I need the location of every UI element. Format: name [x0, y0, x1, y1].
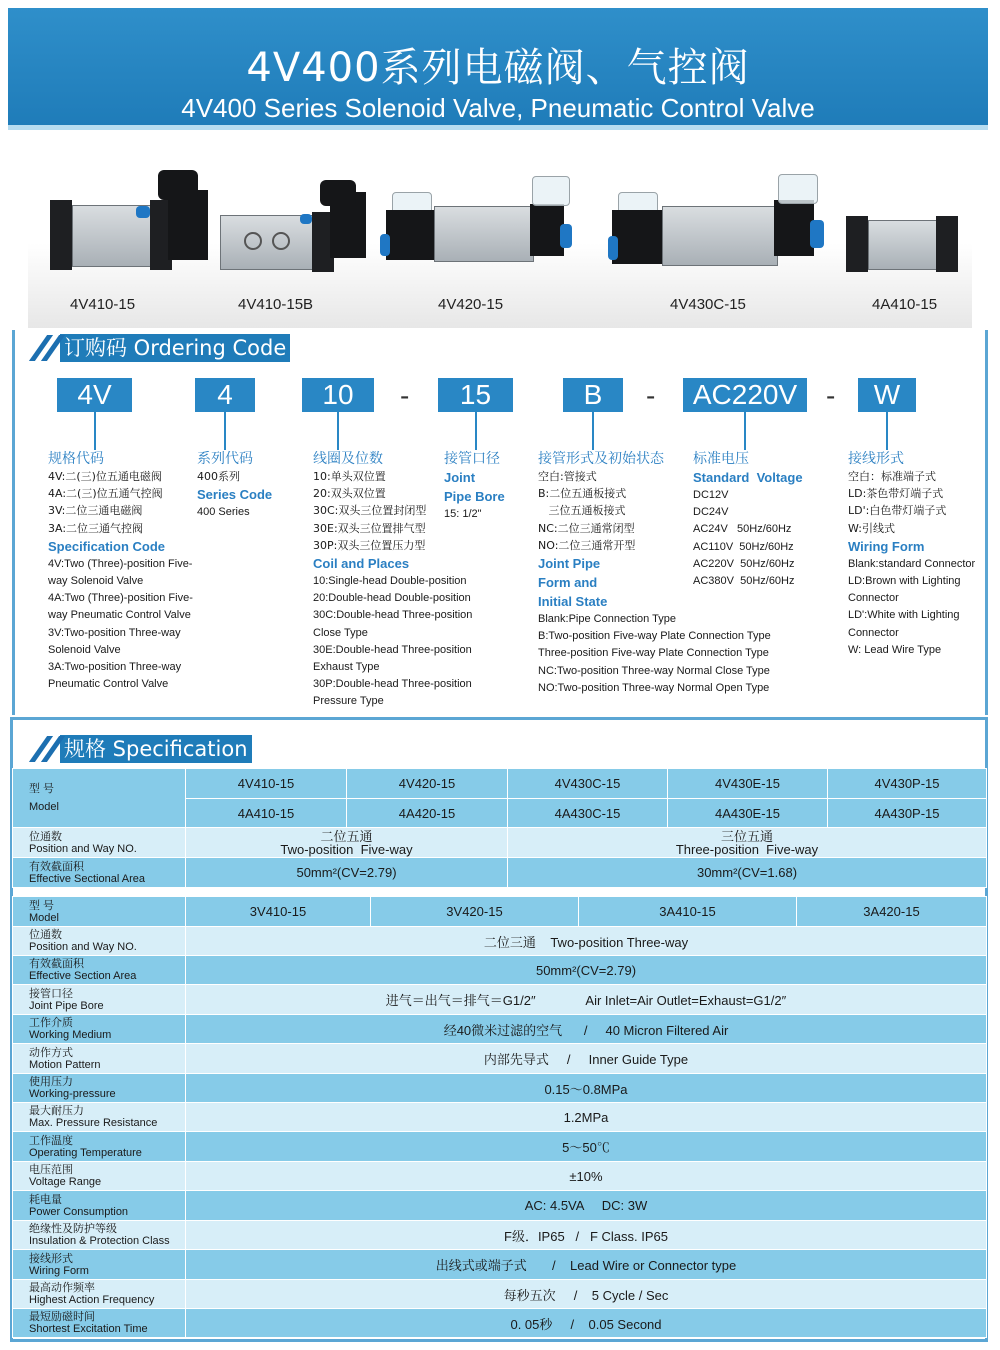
model-cell: 3A420-15 [797, 897, 987, 927]
spec-row-label-en: Joint Pipe Bore [29, 999, 104, 1012]
model-cell: 4V430P-15 [828, 769, 987, 799]
product-strip [28, 140, 972, 328]
spec-code-line: way Solenoid Valve [48, 575, 144, 588]
spec-code-line: 4A:二(三)位五通气控阀 [48, 487, 163, 501]
model-cell: 4A420-15 [347, 799, 508, 828]
spec-row-label-en: Position and Way NO. [29, 941, 137, 953]
position-value-en: Two-position Five-way [280, 841, 413, 857]
spec-row-label-cn: 最短励磁时间 [29, 1311, 95, 1323]
spec-row-label-cn: 绝缘性及防护等级 [29, 1223, 117, 1235]
wiring-form-heading-en: Wiring Form [848, 538, 925, 554]
spec-row-label [13, 927, 186, 956]
spec-row-label-cn: 接管口径 [29, 987, 73, 1000]
joint-pipe-line: NO:Two-position Three-way Normal Open Type [538, 681, 770, 694]
coil-places-heading-cn: 线圈及位数 [313, 451, 383, 467]
wiring-form-heading-cn: 接线形式 [848, 451, 904, 467]
standard-voltage-heading-en: Standard Voltage [693, 470, 803, 485]
spec-row-label-en: Power Consumption [29, 1205, 129, 1218]
pipe-bore-heading-cn: 接管口径 [444, 451, 500, 467]
specification-title: 规格 Specification [60, 735, 252, 763]
spec-row-label-en: Max. Pressure Resistance [29, 1117, 158, 1129]
spec-code-line: Pneumatic Control Valve [48, 678, 169, 691]
model-cell: 3A410-15 [579, 897, 797, 927]
joint-pipe-line: Blank:Pipe Connection Type [538, 613, 676, 626]
product-image-4a410-15 [846, 210, 966, 280]
joint-pipe-line: 三位五通板接式 [538, 504, 626, 518]
spec-row-label-cn: 耗电量 [29, 1193, 62, 1206]
spec-row-value: F级．IP65 / F Class. IP65 [186, 1221, 987, 1250]
coil-places-line: 30P:双头三位置压力型 [313, 538, 426, 552]
ordering-code-title: 订购码 Ordering Code [60, 334, 290, 362]
voltage-line: AC24V 50Hz/60Hz [693, 523, 792, 536]
model-label [13, 769, 186, 828]
code-box-spec: 4V [57, 378, 132, 412]
product-label: 4V410-15B [238, 296, 314, 313]
spec-row-label [13, 1280, 186, 1309]
joint-pipe-line: B:Two-position Five-way Plate Connection Type [538, 630, 771, 643]
connector-line [94, 412, 96, 450]
spec-row-value: 二位三通 Two-position Three-way [186, 927, 987, 956]
product-image-4v410-15b [220, 180, 380, 280]
wiring-form-line: W: Lead Wire Type [848, 643, 942, 656]
coil-places-line: Exhaust Type [313, 661, 380, 674]
spec-row-value: 进气＝出气＝排气＝G1/2″ Air Inlet=Air Outlet=Exhaust=G1/2″ [186, 985, 987, 1015]
title-cn: 4V400系列电磁阀、气控阀 [246, 45, 750, 91]
model-cell: 4A430P-15 [828, 799, 987, 828]
code-dash: - [646, 380, 656, 411]
coil-places-line: 10:单头双位置 [313, 470, 386, 483]
code-dash: - [826, 380, 836, 411]
spec-code-heading-en: Specification Code [48, 538, 166, 554]
standard-voltage-heading-cn: 标准电压 [693, 451, 749, 467]
position-label-en: Position and Way NO. [29, 842, 137, 855]
spec-row-label [13, 1250, 186, 1280]
model-cell: 4A430C-15 [508, 799, 668, 828]
product-label: 4V410-15 [70, 296, 136, 313]
voltage-line: DC12V [693, 489, 729, 501]
code-box-series: 4 [195, 378, 255, 412]
wiring-form-line: W:引线式 [848, 521, 895, 535]
spec-row-label [13, 1015, 186, 1044]
spec-row-label-cn: 工作介质 [29, 1017, 73, 1029]
area-cell: 50mm²(CV=2.79) [186, 858, 508, 888]
connector-line [337, 412, 339, 450]
joint-pipe-line: NC:二位三通常闭型 [538, 521, 635, 535]
spec-row-value: 出线式或端子式 / Lead Wire or Connector type [186, 1250, 987, 1280]
connector-line [592, 412, 594, 450]
spec-code-line: 3V:Two-position Three-way [48, 626, 181, 639]
wiring-form-line: Connector [848, 592, 899, 605]
spec-row-label-en: Insulation & Protection Class [29, 1235, 170, 1247]
spec-row-label [13, 985, 186, 1015]
title-en: 4V400 Series Solenoid Valve, Pneumatic Control Valve [181, 93, 815, 123]
area-cell: 30mm²(CV=1.68) [508, 858, 987, 888]
spec-row-label-en: Working-pressure [29, 1088, 116, 1100]
spec-row-value: 内部先导式 / Inner Guide Type [186, 1044, 987, 1074]
position-cell [508, 828, 987, 858]
code-box-voltage: AC220V [683, 378, 807, 412]
code-dash: - [400, 380, 410, 411]
page-header [8, 8, 988, 130]
joint-pipe-heading-en: Form and [538, 575, 598, 591]
model-cell: 4V430E-15 [668, 769, 828, 799]
wiring-form-column [848, 450, 988, 659]
spec-row-label-cn: 工作温度 [29, 1134, 73, 1147]
code-box-bore: 15 [438, 378, 513, 412]
pipe-bore-heading-en: Joint [444, 470, 476, 485]
product-label: 4V430C-15 [670, 296, 746, 313]
voltage-line: DC24V [693, 506, 729, 519]
spec-row-value: 每秒五次 / 5 Cycle / Sec [186, 1280, 987, 1309]
spec-row-value: 50mm²(CV=2.79) [186, 956, 987, 985]
spec-code-line: way Pneumatic Control Valve [48, 609, 191, 622]
spec-row-label-cn: 位通数 [29, 929, 62, 941]
connector-line [744, 412, 746, 450]
model-label-cn: 型 号 [29, 899, 55, 912]
position-label [13, 828, 186, 858]
spec-row-label-en: Effective Section Area [29, 970, 137, 982]
spec-row-label [13, 1309, 186, 1338]
spec-row-value: ±10% [186, 1162, 987, 1191]
pipe-bore-heading-en: Pipe Bore [444, 489, 505, 504]
model-cell: 4A410-15 [186, 799, 347, 828]
wiring-form-line: LD:Brown with Lighting [848, 575, 961, 588]
spec-code-line: 3A:Two-position Three-way [48, 661, 182, 674]
spec-row-value: AC: 4.5VA DC: 3W [186, 1191, 987, 1221]
code-box-wiring: W [858, 378, 916, 412]
area-label-en: Effective Sectional Area [29, 872, 145, 885]
spec-code-line: Solenoid Valve [48, 643, 121, 656]
coil-places-line: 20:Double-head Double-position [313, 592, 471, 605]
spec-row-label-cn: 最大耐压力 [29, 1105, 84, 1117]
joint-pipe-line: Three-position Five-way Plate Connection Type [538, 647, 769, 660]
series-code-heading-en: Series Code [197, 487, 273, 503]
wiring-form-line: Connector [848, 626, 899, 639]
coil-places-line: Close Type [313, 626, 368, 639]
series-code-line: 400 Series [197, 506, 250, 519]
joint-pipe-line: B:二位五通板接式 [538, 487, 627, 501]
spec-row-label [13, 1103, 186, 1132]
connector-line [886, 412, 888, 450]
wiring-form-line: LD':White with Lighting [848, 609, 960, 622]
spec-row-label-en: Wiring Form [29, 1264, 89, 1277]
series-code-column [197, 450, 297, 521]
wiring-form-line: LD:茶色带灯端子式 [848, 487, 944, 501]
spec-row-label-en: Working Medium [29, 1029, 112, 1041]
coil-places-heading-en: Coil and Places [313, 556, 410, 572]
area-label [13, 858, 186, 888]
spec-code-line: 4V:Two (Three)-position Five- [48, 557, 193, 570]
spec-row-label [13, 1074, 186, 1103]
position-value-cn: 二位五通 [320, 828, 373, 844]
wiring-form-line: LD':白色带灯端子式 [848, 504, 947, 518]
spec-row-label-cn: 最高动作频率 [29, 1282, 95, 1294]
series-code-heading-cn: 系列代码 [197, 451, 253, 467]
spec-row-label [13, 1044, 186, 1074]
spec-row-label-en: Voltage Range [29, 1176, 102, 1188]
position-value-cn: 三位五通 [720, 828, 773, 844]
spec-table-3v [12, 896, 987, 1338]
spec-row-label-cn: 接线形式 [29, 1252, 73, 1265]
specification-heading [28, 734, 252, 764]
spec-row-label-en: Motion Pattern [29, 1058, 101, 1071]
coil-places-line: 30E:双头三位置排气型 [313, 521, 426, 535]
model-label-en: Model [29, 801, 59, 813]
joint-pipe-line: NC:Two-position Three-way Normal Close Type [538, 664, 770, 677]
model-cell: 4V430C-15 [508, 769, 668, 799]
slash-decoration-icon [28, 736, 60, 762]
model-cell: 4V420-15 [347, 769, 508, 799]
spec-code-line: 4V:二(三)位五通电磁阀 [48, 470, 162, 483]
model-label [13, 897, 186, 927]
spec-row-label-cn: 有效截面积 [29, 958, 84, 970]
spec-row-label-en: Operating Temperature [29, 1146, 142, 1159]
voltage-line: AC380V 50Hz/60Hz [693, 575, 795, 588]
product-image-4v430c-15 [608, 174, 838, 278]
spec-code-column [48, 450, 208, 693]
spec-code-heading-cn: 规格代码 [48, 451, 104, 467]
product-label: 4V420-15 [438, 296, 504, 313]
spec-row-label [13, 1132, 186, 1162]
spec-row-label-cn: 使用压力 [29, 1076, 73, 1088]
area-label-cn: 有效截面积 [29, 860, 84, 873]
pipe-bore-line: 15: 1/2" [444, 508, 482, 520]
model-cell: 4V410-15 [186, 769, 347, 799]
product-label: 4A410-15 [872, 296, 938, 313]
spec-row-label [13, 956, 186, 985]
spec-row-value: 0. 05秒 / 0.05 Second [186, 1309, 987, 1338]
spec-row-value: 5～50℃ [186, 1132, 987, 1162]
spec-row-label [13, 1162, 186, 1191]
spec-row-label-en: Highest Action Frequency [29, 1294, 155, 1306]
coil-places-line: 30C:Double-head Three-position [313, 609, 473, 622]
joint-pipe-heading-en: Joint Pipe [538, 556, 601, 572]
position-label-cn: 位通数 [29, 830, 62, 843]
model-label-cn: 型 号 [29, 783, 55, 795]
spec-table-4v [12, 768, 987, 888]
spec-code-line: 4A:Two (Three)-position Five- [48, 592, 193, 605]
model-cell: 4A430E-15 [668, 799, 828, 828]
spec-row-value: 0.15～0.8MPa [186, 1074, 987, 1103]
product-image-4v420-15 [380, 176, 580, 276]
connector-line [224, 412, 226, 450]
code-box-coil: 10 [302, 378, 374, 412]
spec-row-label-cn: 电压范围 [29, 1164, 73, 1176]
spec-code-line: 3V:二位三通电磁阀 [48, 504, 143, 518]
voltage-line: AC110V 50Hz/60Hz [693, 540, 794, 553]
coil-places-line: 30E:Double-head Three-position [313, 643, 472, 656]
spec-row-label [13, 1191, 186, 1221]
code-box-joint: B [563, 378, 623, 412]
joint-pipe-line: NO:二位三通常开型 [538, 538, 636, 552]
coil-places-line: 30P:Double-head Three-position [313, 678, 472, 691]
spec-row-value: 经40微米过滤的空气 / 40 Micron Filtered Air [186, 1015, 987, 1044]
coil-places-line: 10:Single-head Double-position [313, 575, 467, 588]
coil-places-line: 30C:双头三位置封闭型 [313, 504, 427, 518]
series-code-line: 400系列 [197, 470, 240, 483]
model-cell: 3V420-15 [371, 897, 579, 927]
joint-pipe-line: 空白:管接式 [538, 470, 597, 483]
wiring-form-line: 空白：标准端子式 [848, 470, 936, 483]
position-cell [186, 828, 508, 858]
connector-line [475, 412, 477, 450]
model-label-en: Model [29, 911, 59, 924]
spec-row-label [13, 1221, 186, 1250]
joint-pipe-heading-cn: 接管形式及初始状态 [538, 451, 664, 467]
product-image-4v410-15 [50, 170, 220, 280]
pipe-bore-column [444, 450, 534, 523]
spec-row-value: 1.2MPa [186, 1103, 987, 1132]
coil-places-line: 20:双头双位置 [313, 487, 386, 501]
coil-places-line: Pressure Type [313, 695, 384, 708]
ordering-code-heading [28, 333, 290, 363]
joint-pipe-heading-en: Initial State [538, 594, 608, 610]
standard-voltage-column [693, 450, 838, 590]
voltage-line: AC220V 50Hz/60Hz [693, 557, 795, 570]
spec-code-line: 3A:二位三通气控阀 [48, 521, 144, 535]
slash-decoration-icon [28, 335, 60, 361]
spec-row-label-cn: 动作方式 [29, 1046, 73, 1059]
wiring-form-line: Blank:standard Connector [848, 557, 976, 570]
spec-row-label-en: Shortest Excitation Time [29, 1323, 148, 1335]
position-value-en: Three-position Five-way [675, 841, 819, 857]
model-cell: 3V410-15 [186, 897, 371, 927]
